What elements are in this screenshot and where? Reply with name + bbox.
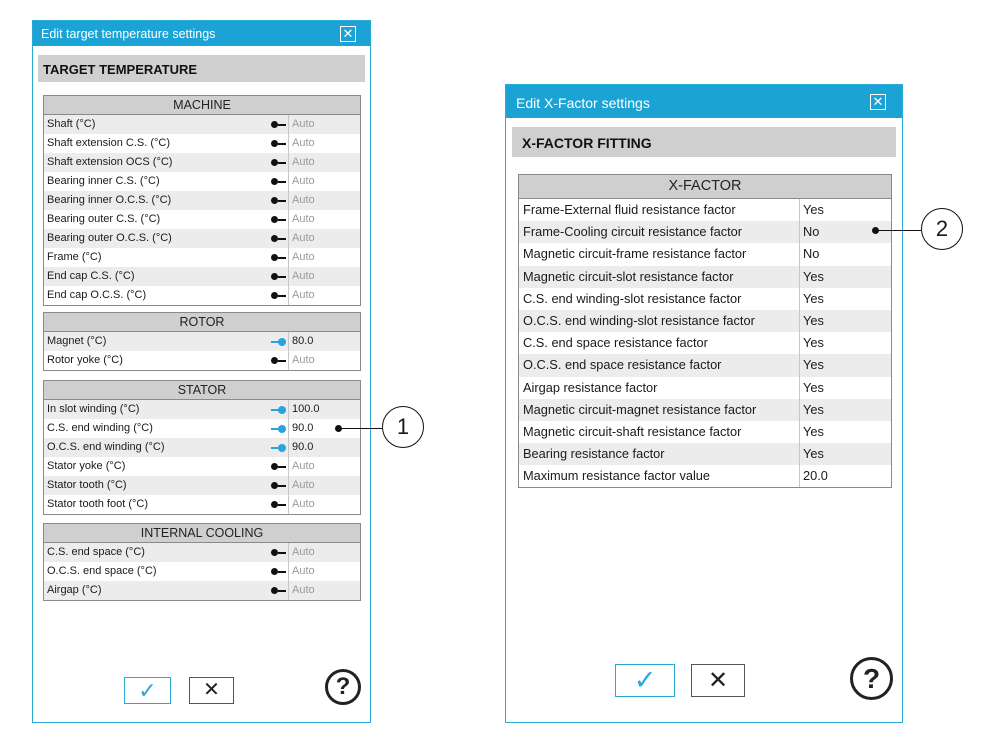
row-value[interactable]: Yes bbox=[799, 421, 895, 443]
close-icon[interactable]: ✕ bbox=[340, 26, 356, 42]
pin-icon[interactable] bbox=[271, 567, 286, 577]
table-row[interactable] bbox=[44, 562, 360, 581]
close-icon[interactable]: ✕ bbox=[870, 94, 886, 110]
row-label: Bearing inner C.S. (°C) bbox=[47, 175, 160, 187]
table-row[interactable] bbox=[44, 229, 360, 248]
row-label: Magnet (°C) bbox=[47, 335, 107, 347]
row-value[interactable]: Yes bbox=[799, 266, 895, 288]
pin-icon[interactable] bbox=[271, 196, 286, 206]
help-button[interactable] bbox=[325, 669, 361, 705]
row-label: O.C.S. end space resistance factor bbox=[523, 357, 722, 373]
internal-cooling-group bbox=[43, 523, 361, 601]
row-label: Magnetic circuit-shaft resistance factor bbox=[523, 423, 742, 439]
group-rows bbox=[44, 115, 360, 305]
question-icon: ? bbox=[335, 673, 351, 700]
row-label: Bearing inner O.C.S. (°C) bbox=[47, 194, 172, 206]
pin-icon[interactable] bbox=[271, 158, 286, 168]
help-button[interactable] bbox=[850, 657, 893, 700]
row-label: O.C.S. end space (°C) bbox=[47, 565, 157, 577]
row-label: Magnetic circuit-magnet resistance factor bbox=[523, 401, 757, 417]
row-value[interactable]: 90.0 bbox=[288, 419, 360, 438]
table-row[interactable] bbox=[519, 221, 891, 243]
table-row[interactable] bbox=[519, 332, 891, 354]
pin-icon[interactable] bbox=[271, 139, 286, 149]
rotor-group bbox=[43, 312, 361, 371]
cancel-button[interactable] bbox=[189, 677, 234, 704]
table-row[interactable] bbox=[44, 248, 360, 267]
table-row[interactable] bbox=[44, 438, 360, 457]
pin-icon[interactable] bbox=[271, 548, 286, 558]
question-icon: ? bbox=[862, 663, 881, 694]
row-label: Magnetic circuit-frame resistance factor bbox=[523, 246, 747, 262]
table-row[interactable] bbox=[519, 243, 891, 265]
row-value[interactable]: No bbox=[799, 221, 895, 243]
table-row[interactable] bbox=[44, 332, 360, 351]
pin-icon[interactable] bbox=[271, 234, 286, 244]
table-row[interactable] bbox=[519, 377, 891, 399]
group-rows bbox=[519, 199, 891, 487]
row-value[interactable]: Yes bbox=[799, 377, 895, 399]
group-header: ROTOR bbox=[44, 313, 360, 332]
table-row[interactable] bbox=[44, 476, 360, 495]
target-temperature-dialog bbox=[32, 20, 371, 723]
row-value[interactable]: Auto bbox=[288, 210, 360, 229]
row-value[interactable]: Auto bbox=[288, 495, 360, 514]
row-label: Bearing outer C.S. (°C) bbox=[47, 213, 161, 225]
table-row[interactable] bbox=[44, 115, 360, 134]
row-value[interactable]: Yes bbox=[799, 288, 895, 310]
row-label: Bearing outer O.C.S. (°C) bbox=[47, 232, 172, 244]
machine-group bbox=[43, 95, 361, 306]
row-value[interactable]: No bbox=[799, 243, 895, 265]
group-header: STATOR bbox=[44, 381, 360, 400]
table-row[interactable] bbox=[44, 153, 360, 172]
row-value[interactable]: Auto bbox=[288, 476, 360, 495]
dialog-title: Edit X-Factor settings bbox=[516, 95, 650, 111]
dialog-titlebar bbox=[33, 21, 370, 46]
table-row[interactable] bbox=[44, 286, 360, 305]
pin-icon[interactable] bbox=[271, 586, 286, 596]
table-row[interactable] bbox=[44, 543, 360, 562]
pin-icon[interactable] bbox=[271, 177, 286, 187]
row-value[interactable]: Auto bbox=[288, 562, 360, 581]
row-label: Rotor yoke (°C) bbox=[47, 354, 123, 366]
table-row[interactable] bbox=[44, 351, 360, 370]
table-row[interactable] bbox=[519, 421, 891, 443]
row-value[interactable]: Auto bbox=[288, 153, 360, 172]
x-icon: ✕ bbox=[203, 679, 220, 701]
row-value[interactable]: 80.0 bbox=[288, 332, 360, 351]
row-value[interactable]: Auto bbox=[288, 134, 360, 153]
row-value[interactable]: Auto bbox=[288, 351, 360, 370]
row-label: O.C.S. end winding-slot resistance factor bbox=[523, 312, 755, 328]
row-label: Shaft extension C.S. (°C) bbox=[47, 137, 171, 149]
row-value[interactable]: Auto bbox=[288, 172, 360, 191]
row-label: Frame-Cooling circuit resistance factor bbox=[523, 224, 743, 240]
group-rows bbox=[44, 543, 360, 600]
row-value[interactable]: 20.0 bbox=[799, 465, 895, 487]
row-label: Frame-External fluid resistance factor bbox=[523, 202, 736, 217]
table-row[interactable] bbox=[519, 310, 891, 332]
table-row[interactable] bbox=[519, 399, 891, 421]
table-row[interactable] bbox=[44, 457, 360, 476]
pin-icon[interactable] bbox=[271, 424, 286, 434]
group-rows bbox=[44, 400, 360, 514]
row-label: O.C.S. end winding (°C) bbox=[47, 441, 165, 453]
row-label: Magnetic circuit-slot resistance factor bbox=[523, 268, 734, 284]
dialog-titlebar bbox=[506, 85, 902, 118]
row-value[interactable]: Yes bbox=[799, 199, 895, 221]
table-row[interactable] bbox=[44, 495, 360, 514]
group-header: INTERNAL COOLING bbox=[44, 524, 360, 543]
cancel-button[interactable] bbox=[691, 664, 745, 697]
table-row[interactable] bbox=[519, 199, 891, 221]
callout-line bbox=[340, 428, 382, 429]
table-row[interactable] bbox=[519, 443, 891, 465]
callout-1: 1 bbox=[382, 406, 424, 448]
table-row[interactable] bbox=[44, 210, 360, 229]
group-header: X-FACTOR bbox=[519, 175, 891, 199]
pin-icon[interactable] bbox=[271, 253, 286, 263]
section-header: X-FACTOR FITTING bbox=[512, 127, 896, 157]
x-factor-dialog bbox=[505, 84, 903, 723]
pin-icon[interactable] bbox=[271, 215, 286, 225]
x-icon: ✕ bbox=[707, 667, 729, 694]
table-row[interactable] bbox=[519, 465, 891, 487]
row-value[interactable]: Yes bbox=[799, 354, 895, 376]
table-row[interactable] bbox=[44, 191, 360, 210]
row-value[interactable]: Yes bbox=[799, 443, 895, 465]
row-label: End cap O.C.S. (°C) bbox=[47, 289, 147, 301]
checkmark-icon: ✓ bbox=[138, 678, 157, 703]
table-row[interactable] bbox=[519, 266, 891, 288]
group-header: MACHINE bbox=[44, 96, 360, 115]
row-value[interactable]: Auto bbox=[288, 457, 360, 476]
table-row[interactable] bbox=[44, 267, 360, 286]
section-header: TARGET TEMPERATURE bbox=[38, 55, 365, 82]
row-value[interactable]: Auto bbox=[288, 191, 360, 210]
table-row[interactable] bbox=[44, 172, 360, 191]
row-value[interactable]: Auto bbox=[288, 267, 360, 286]
row-value[interactable]: Auto bbox=[288, 229, 360, 248]
table-row[interactable] bbox=[44, 419, 360, 438]
pin-icon[interactable] bbox=[271, 356, 286, 366]
row-label: Airgap (°C) bbox=[47, 584, 102, 596]
row-label: Stator tooth foot (°C) bbox=[47, 498, 148, 510]
row-value[interactable]: Yes bbox=[799, 399, 895, 421]
pin-icon[interactable] bbox=[271, 462, 286, 472]
pin-icon[interactable] bbox=[271, 443, 286, 453]
pin-icon[interactable] bbox=[271, 500, 286, 510]
row-label: Stator yoke (°C) bbox=[47, 460, 126, 472]
row-label: Stator tooth (°C) bbox=[47, 479, 127, 491]
row-value[interactable]: 100.0 bbox=[288, 400, 360, 419]
row-label: C.S. end winding (°C) bbox=[47, 422, 153, 434]
row-label: In slot winding (°C) bbox=[47, 403, 140, 415]
row-label: Maximum resistance factor value bbox=[523, 468, 711, 484]
row-label: C.S. end space (°C) bbox=[47, 546, 145, 558]
row-label: C.S. end space resistance factor bbox=[523, 335, 708, 351]
stator-group bbox=[43, 380, 361, 515]
pin-icon[interactable] bbox=[271, 405, 286, 415]
table-row[interactable] bbox=[519, 288, 891, 310]
row-value[interactable]: Auto bbox=[288, 581, 360, 600]
row-label: Shaft (°C) bbox=[47, 118, 96, 130]
row-value[interactable]: Auto bbox=[288, 115, 360, 134]
table-row[interactable] bbox=[44, 581, 360, 600]
row-value[interactable]: Auto bbox=[288, 286, 360, 305]
table-row[interactable] bbox=[44, 400, 360, 419]
row-value[interactable]: Yes bbox=[799, 332, 895, 354]
row-label: Shaft extension OCS (°C) bbox=[47, 156, 173, 168]
pin-icon[interactable] bbox=[271, 481, 286, 491]
checkmark-icon: ✓ bbox=[633, 665, 657, 695]
x-factor-group bbox=[518, 174, 892, 488]
row-label: C.S. end winding-slot resistance factor bbox=[523, 290, 742, 306]
table-row[interactable] bbox=[44, 134, 360, 153]
row-value[interactable]: Yes bbox=[799, 310, 895, 332]
pin-icon[interactable] bbox=[271, 291, 286, 301]
row-label: Frame (°C) bbox=[47, 251, 102, 263]
callout-line bbox=[877, 230, 921, 231]
row-label: Airgap resistance factor bbox=[523, 379, 658, 395]
row-label: Bearing resistance factor bbox=[523, 446, 665, 462]
dialog-title: Edit target temperature settings bbox=[41, 27, 216, 41]
row-label: End cap C.S. (°C) bbox=[47, 270, 135, 282]
table-row[interactable] bbox=[519, 354, 891, 376]
row-value[interactable]: Auto bbox=[288, 248, 360, 267]
callout-2: 2 bbox=[921, 208, 963, 250]
ok-button[interactable] bbox=[615, 664, 675, 697]
group-rows bbox=[44, 332, 360, 370]
row-value[interactable]: Auto bbox=[288, 543, 360, 562]
row-value[interactable]: 90.0 bbox=[288, 438, 360, 457]
pin-icon[interactable] bbox=[271, 337, 286, 347]
pin-icon[interactable] bbox=[271, 120, 286, 130]
pin-icon[interactable] bbox=[271, 272, 286, 282]
ok-button[interactable] bbox=[124, 677, 171, 704]
